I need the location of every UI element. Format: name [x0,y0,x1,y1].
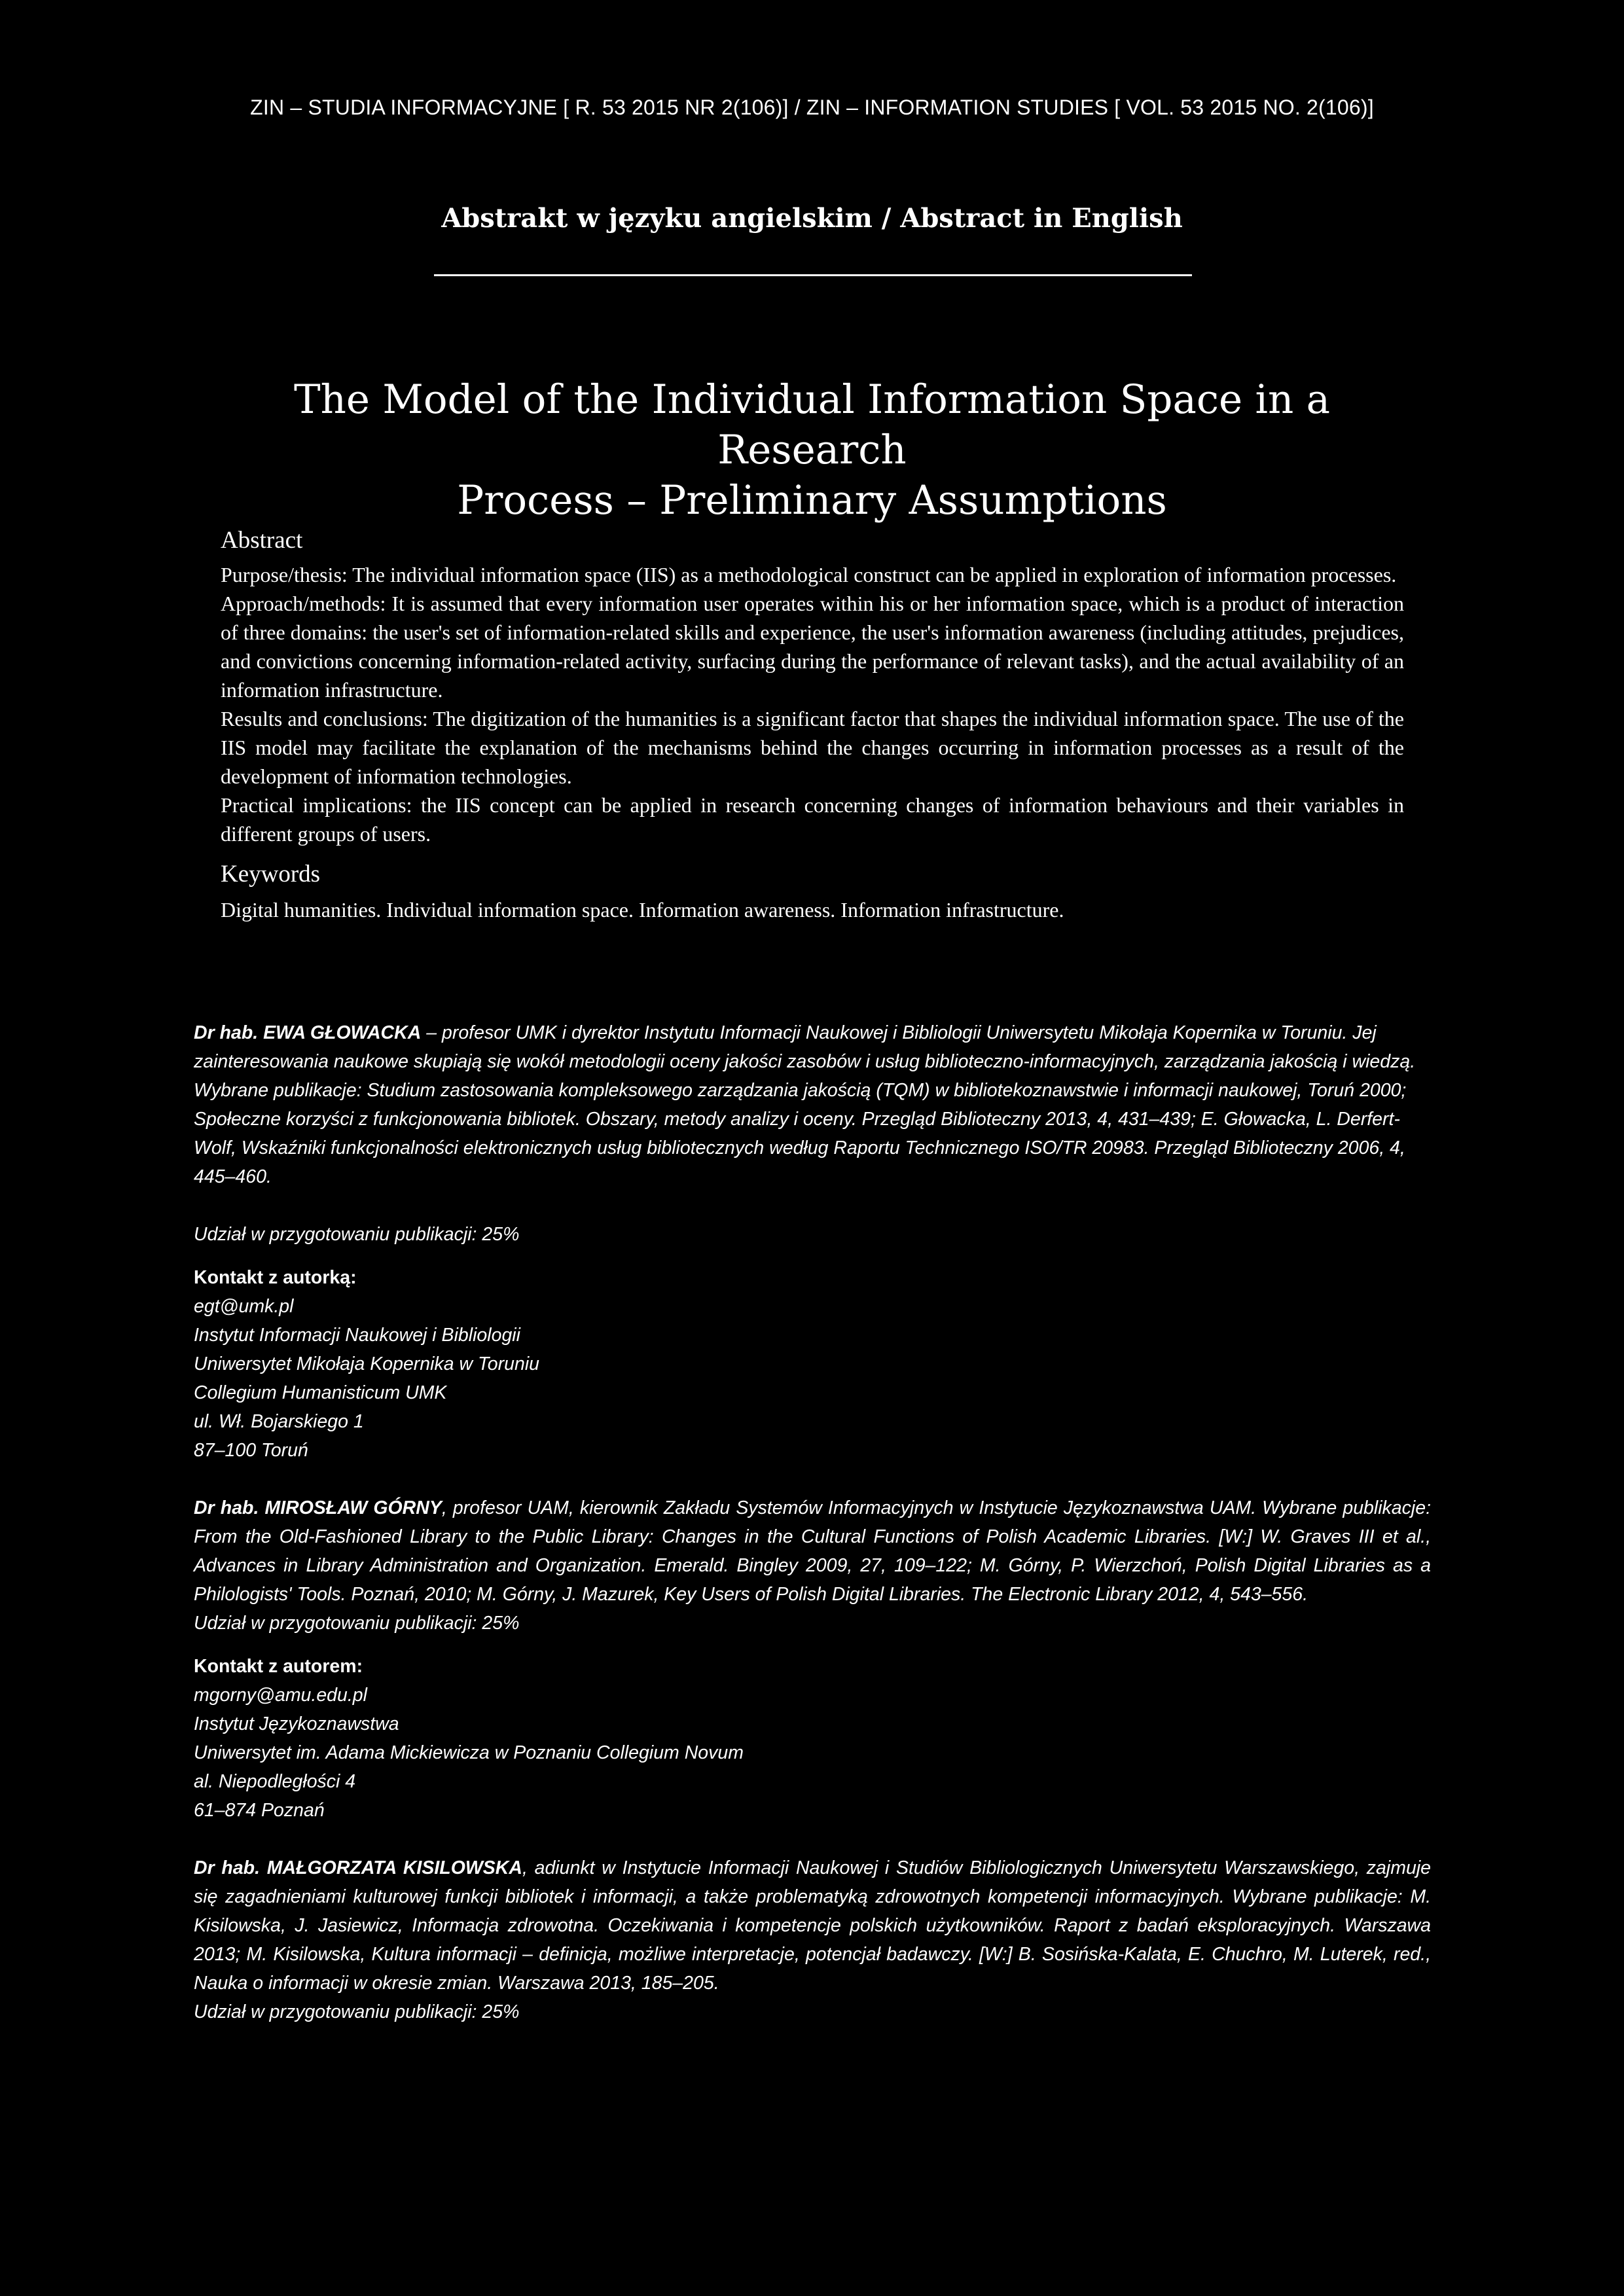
author2-contact-label: Kontakt z autorem: [194,1656,363,1677]
author2-address-line: Instytut Językoznawstwa [194,1713,399,1734]
author1-address [194,1292,1431,1465]
abstract-label: Abstract [221,527,303,554]
article-title-line-1: The Model of the Individual Information Space in a Research [293,376,1331,473]
author2-bio-text: , profesor UAM, kierownik Zakładu Systemów Informacyjnych w Instytucie Językoznawstwa UAM. Wybrane publikacje: From the Old-Fashioned Library to the Public Library: Changes in the Cultural Functions of Polish Academic Libraries. [W:] W. Graves III et al., Advances in Library Administration and Organization. Emerald. Bingley 2009, 27, 109–122; M. Górny, P. Wierzchoń, Polish Digital Libraries as a Philologists' Tools. Poznań, 2010; M. Górny, J. Mazurek, Key Users of Polish Digital Libraries. The Electronic Library 2012, 4, 543–556. [194,1498,1432,1605]
author3-share: Udział w przygotowaniu publikacji: 25% [194,2001,520,2022]
abstract-purpose: Purpose/thesis: The individual information space (IIS) as a methodological construct can be applied in exploration of information processes. [221,563,1397,586]
author2-share: Udział w przygotowaniu publikacji: 25% [194,1613,520,1634]
author2-degree: Dr hab. [194,1498,259,1518]
author2-bio [194,1494,1431,1609]
author2-email: mgorny@amu.edu.pl [194,1685,367,1706]
author1-address-line: Uniwersytet Mikołaja Kopernika w Toruniu [194,1354,540,1374]
keywords-text: Digital humanities. Individual information space. Information awareness. Information infrastructure. [221,898,1064,922]
author2-address-line: al. Niepodległości 4 [194,1771,356,1792]
author1-degree: Dr hab. [194,1022,259,1043]
abstract-approach: Approach/methods: It is assumed that every information user operates within his or her information space, which is a product of interaction of three domains: the user's set of information-related skills and experience, the user's information awareness (including attitudes, prejudices, and convictions concerning information-related activity, surfacing during the performance of relevant tasks), and the actual availability of an information infrastructure. [221,592,1404,702]
section-divider [434,274,1192,276]
author2-address [194,1681,1431,1825]
author2-address-line: 61–874 Poznań [194,1800,325,1821]
author1-bio-text: – profesor UMK i dyrektor Instytutu Informacji Naukowej i Bibliologii Uniwersytetu Mikołaja Kopernika w Toruniu. Jej zainteresowania naukowe skupiają się wokół metodologii oceny jakości zasobów i usług biblioteczno-informacyjnych, zarządzania jakością i wiedzą. Wybrane publikacje: Studium zastosowania kompleksowego zarządzania jakością (TQM) w bibliotekoznawstwie i informacji naukowej, Toruń 2000; Społeczne korzyści z funkcjonowania bibliotek. Obszary, metody analizy i oceny. Przegląd Biblioteczny 2013, 4, 431–439; E. Głowacka, L. Derfert-Wolf, Wskaźniki funkcjonalności elektronicznych usług bibliotecznych według Raportu Technicznego ISO/TR 20983. Przegląd Biblioteczny 2006, 4, 445–460. [194,1022,1416,1187]
author3-bio [194,1854,1431,1998]
keywords-label: Keywords [221,861,321,888]
author3-bio-text: , adiunkt w Instytucie Informacji Naukowej i Studiów Bibliologicznych Uniwersytetu Warszawskiego, zajmuje się zagadnieniami kulturowej funkcji bibliotek i informacji, a także problematyką zdrowotnych kompetencji informacyjnych. Wybrane publikacje: M. Kisilowska, J. Jasiewicz, Informacja zdrowotna. Oczekiwania i kompetencje polskich użytkowników. Raport z badań eksploracyjnych. Warszawa 2013; M. Kisilowska, Kultura informacji – definicja, możliwe interpretacje, potencjał badawczy. [W:] B. Sosińska-Kalata, E. Chuchro, M. Luterek, red., Nauka o informacji w okresie zmian. Warszawa 2013, 185–205. [194,1857,1431,1994]
author-notes [194,1018,1431,2026]
author2-address-line: Uniwersytet im. Adama Mickiewicza w Poznaniu Collegium Novum [194,1742,744,1763]
abstract-section [221,524,1404,924]
author1-address-line: Collegium Humanisticum UMK [194,1382,447,1403]
article-title [196,374,1428,526]
section-heading: Abstrakt w języku angielskim / Abstract in English [441,203,1183,234]
author1-bio [194,1018,1431,1191]
abstract-implications: Practical implications: the IIS concept can be applied in research concerning changes of information behaviours and their variables in different groups of users. [221,793,1404,846]
article-title-line-2: Process – Preliminary Assumptions [457,477,1167,524]
running-header: ZIN – STUDIA INFORMACYJNE [ R. 53 2015 NR 2(106)] / ZIN – INFORMATION STUDIES [ VOL. 53 2015 NO. 2(106)] [250,96,1374,119]
author1-email: egt@umk.pl [194,1296,294,1317]
author1-address-line: Instytut Informacji Naukowej i Bibliologii [194,1325,520,1346]
abstract-results: Results and conclusions: The digitization of the humanities is a significant factor that shapes the individual information space. The use of the IIS model may facilitate the explanation of the mechanisms behind the changes occurring in information processes as a result of the development of information technologies. [221,707,1404,788]
author2-name: MIROSŁAW GÓRNY [264,1498,442,1518]
author1-address-line: ul. Wł. Bojarskiego 1 [194,1411,364,1432]
author1-contact-label: Kontakt z autorką: [194,1267,357,1288]
author1-address-line: 87–100 Toruń [194,1440,308,1461]
author1-share: Udział w przygotowaniu publikacji: 25% [194,1224,520,1245]
author3-degree: Dr hab. [194,1857,261,1878]
author3-name: MAŁGORZATA KISILOWSKA [266,1857,522,1878]
author1-name: EWA GŁOWACKA [263,1022,422,1043]
